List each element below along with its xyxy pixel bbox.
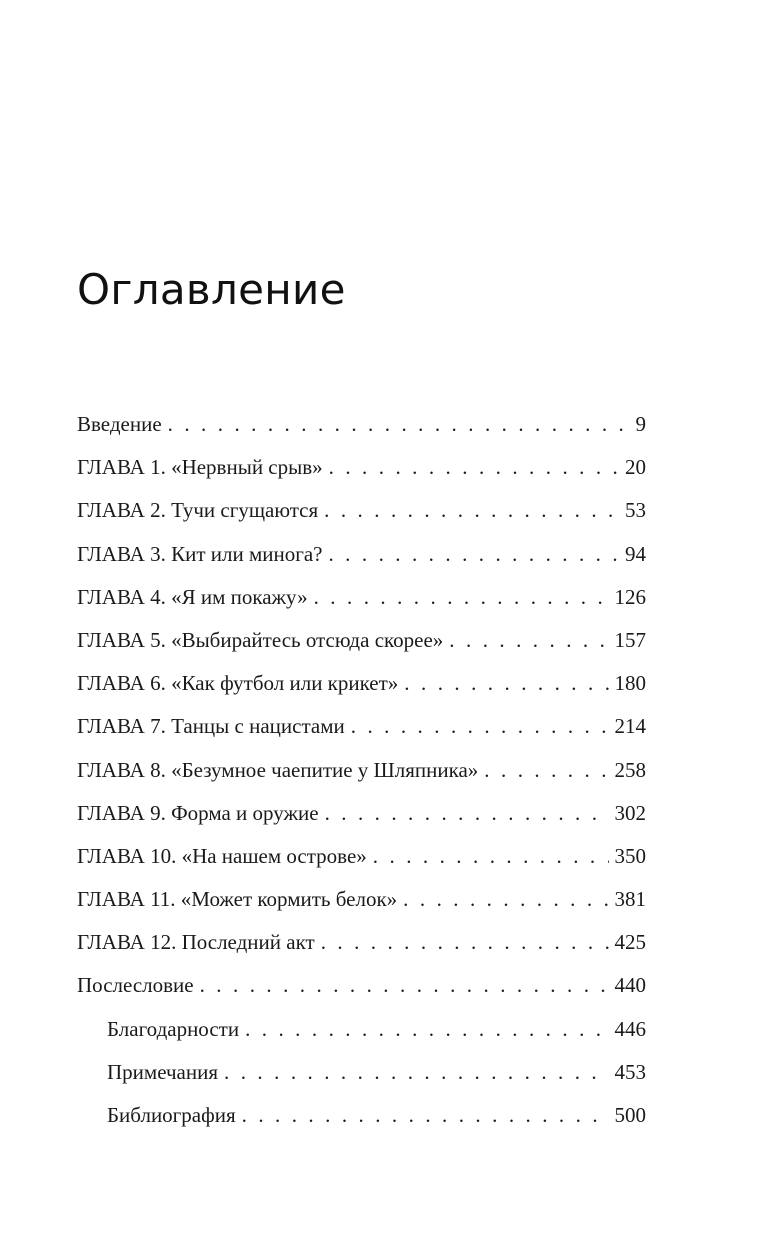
dot-leader — [324, 493, 619, 527]
dot-leader — [245, 1012, 608, 1046]
toc-entry — [77, 796, 646, 839]
dot-leader — [242, 1098, 609, 1132]
toc-subentry — [77, 1055, 646, 1098]
toc-entry-label: ГЛАВА 1. «Нервный срыв» — [77, 455, 323, 480]
dot-leader — [224, 1055, 608, 1089]
toc-entry — [77, 709, 646, 752]
dot-leader — [314, 580, 609, 614]
dot-leader — [449, 623, 608, 657]
dot-leader — [484, 753, 608, 787]
toc-entry-label: ГЛАВА 3. Кит или минога? — [77, 541, 323, 566]
toc-entry-label: Библиография — [107, 1103, 236, 1127]
toc-entry — [77, 839, 646, 882]
toc-entry — [77, 968, 646, 1011]
toc-entry-label: Введение — [77, 412, 162, 436]
toc-entry — [77, 537, 646, 580]
toc-entry-page: 20 — [625, 455, 646, 480]
toc-entry — [77, 493, 646, 536]
toc-entry-page: 440 — [614, 973, 646, 998]
toc-entry-page: 258 — [614, 757, 646, 782]
dot-leader — [321, 925, 609, 959]
toc-entry-label: Послесловие — [77, 973, 194, 998]
dot-leader — [373, 839, 609, 873]
toc-entry-page: 9 — [635, 412, 646, 436]
toc-entry-label: ГЛАВА 11. «Может кормить белок» — [77, 887, 398, 912]
toc-entry-page: 53 — [625, 498, 646, 523]
toc-entry-page: 453 — [614, 1059, 646, 1084]
toc-entry — [77, 450, 646, 493]
toc-entry-label: ГЛАВА 5. «Выбирайтесь отсюда скорее» — [77, 627, 444, 652]
toc-entry-label: ГЛАВА 8. «Безумное чаепитие у Шляпника» — [77, 757, 479, 782]
toc-entry — [77, 753, 646, 796]
dot-leader — [328, 537, 619, 571]
toc-entry-label: ГЛАВА 12. Последний акт — [77, 930, 315, 955]
toc-entry — [77, 666, 646, 709]
toc-entry-page: 425 — [614, 930, 646, 955]
toc-entry-page: 157 — [614, 627, 646, 652]
toc-subentry — [77, 1012, 646, 1055]
toc-entry-page: 446 — [614, 1016, 646, 1041]
toc-subentry — [77, 1098, 646, 1141]
toc-entry — [77, 407, 646, 450]
dot-leader — [404, 666, 608, 700]
toc-entry-label: ГЛАВА 2. Тучи сгущаются — [77, 498, 319, 523]
toc-entry-page: 214 — [614, 714, 646, 739]
toc-entry-page: 180 — [614, 671, 646, 696]
dot-leader — [200, 968, 609, 1002]
toc-entry-label: ГЛАВА 4. «Я им покажу» — [77, 584, 308, 609]
dot-leader — [403, 882, 608, 916]
toc-entry-label: ГЛАВА 9. Форма и оружие — [77, 800, 319, 825]
toc-entry — [77, 925, 646, 968]
toc-entry-page: 350 — [614, 843, 646, 868]
toc-entry-page: 381 — [614, 887, 646, 912]
toc-entry-page: 302 — [614, 800, 646, 825]
toc-entry-page: 94 — [625, 541, 646, 566]
page-title: Оглавление — [77, 265, 346, 314]
dot-leader — [329, 450, 619, 484]
dot-leader — [351, 709, 609, 743]
toc-entry-label: ГЛАВА 6. «Как футбол или крикет» — [77, 671, 399, 696]
dot-leader — [168, 407, 630, 441]
toc-entry-page: 500 — [614, 1103, 646, 1127]
toc-entry — [77, 580, 646, 623]
dot-leader — [325, 796, 609, 830]
toc-entry — [77, 623, 646, 666]
toc-entry-label: ГЛАВА 7. Танцы с нацистами — [77, 714, 345, 739]
toc-entry-label: Примечания — [107, 1059, 219, 1084]
toc-entry-label: ГЛАВА 10. «На нашем острове» — [77, 843, 367, 868]
toc-entry — [77, 882, 646, 925]
table-of-contents — [77, 407, 646, 1141]
toc-entry-label: Благодарности — [107, 1016, 240, 1041]
toc-entry-page: 126 — [614, 584, 646, 609]
